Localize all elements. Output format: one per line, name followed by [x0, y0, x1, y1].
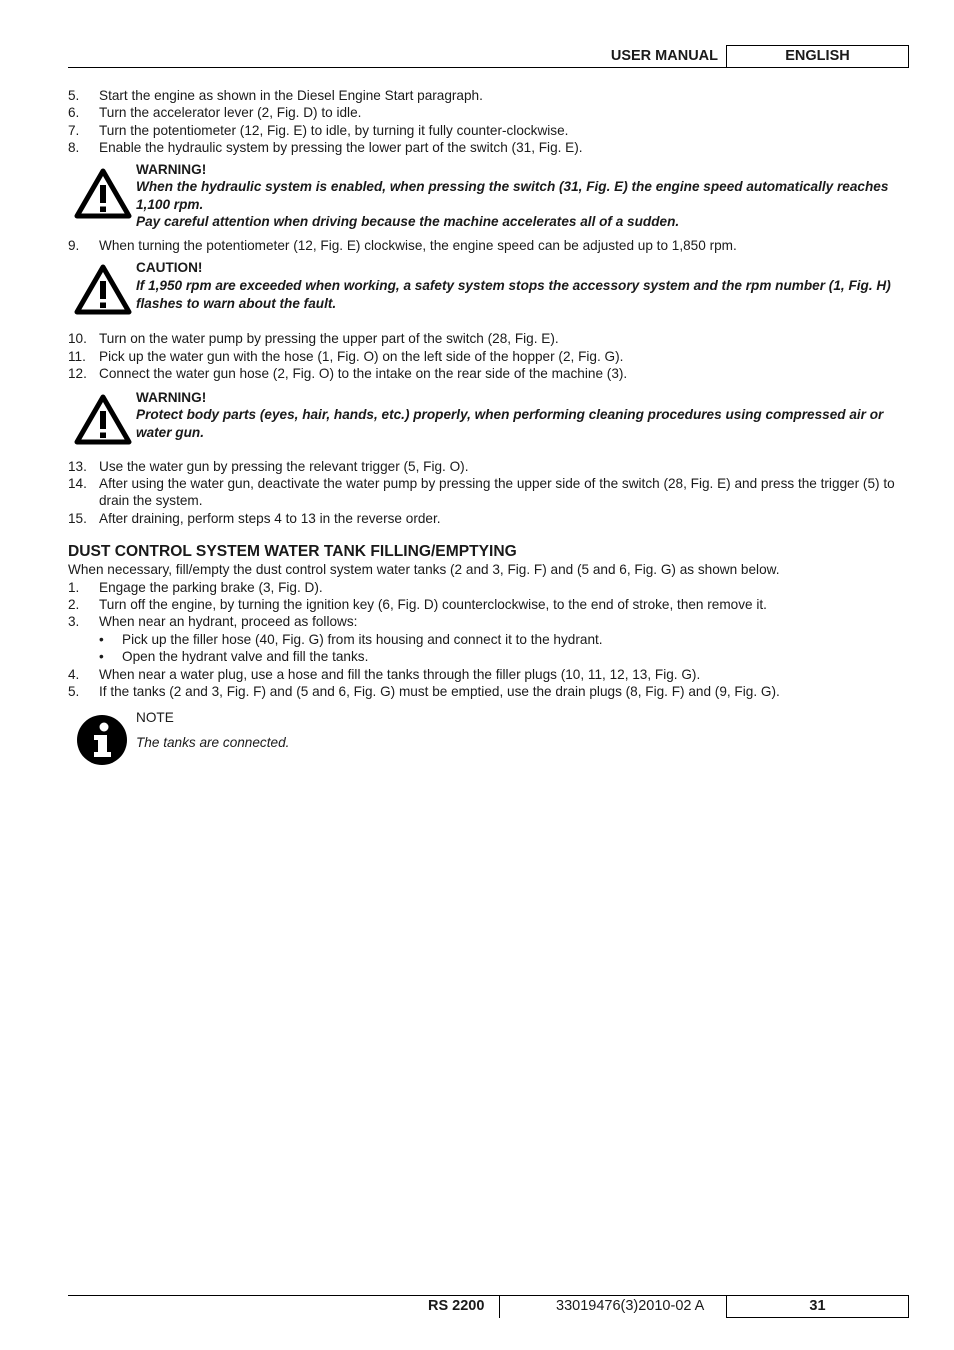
step-text: Engage the parking brake (3, Fig. D). — [99, 579, 323, 595]
list-item — [68, 613, 910, 630]
step-number: 14. — [68, 476, 87, 492]
warning-text: Pay careful attention when driving because the machine accelerates all of a sudden. — [136, 214, 680, 230]
list-item — [68, 683, 910, 700]
step-text: Turn on the water pump by pressing the upper part of the switch (28, Fig. E). — [99, 331, 559, 347]
footer-separator — [499, 1296, 500, 1318]
info-icon — [68, 709, 136, 770]
header-title: USER MANUAL — [610, 48, 718, 64]
step-text: After draining, perform steps 4 to 13 in the reverse order. — [99, 510, 441, 526]
list-item — [68, 122, 910, 139]
note-text: The tanks are connected. — [136, 734, 290, 750]
step-number: 12. — [68, 366, 87, 382]
bullet-text: Pick up the filler hose (40, Fig. G) from its housing and connect it to the hydrant. — [122, 631, 603, 647]
step-number: 6. — [68, 105, 80, 121]
page-content — [68, 87, 910, 774]
step-text: Start the engine as shown in the Diesel Engine Start paragraph. — [99, 88, 483, 103]
warning-triangle-icon — [68, 259, 136, 318]
bullet-item — [68, 648, 910, 665]
step-text: Pick up the water gun with the hose (1, Fig. O) on the left side of the hopper (2, Fig. G). — [99, 348, 624, 364]
step-number: 10. — [68, 331, 87, 347]
step-text: Turn the accelerator lever (2, Fig. D) to idle. — [99, 105, 362, 121]
step-list — [68, 330, 910, 382]
step-text: When near an hydrant, proceed as follows: — [99, 614, 358, 630]
step-number: 7. — [68, 122, 80, 138]
list-item — [68, 237, 910, 254]
bullet-item — [68, 631, 910, 648]
step-number: 1. — [68, 579, 80, 595]
step-number: 5. — [68, 88, 80, 103]
list-item — [68, 458, 910, 475]
list-item — [68, 348, 910, 365]
caution-label: CAUTION! — [136, 260, 203, 276]
list-item — [68, 139, 910, 156]
step-text: If the tanks (2 and 3, Fig. F) and (5 and 6, Fig. G) must be emptied, use the drain plugs (8, Fig. F) and (9, Fig. G). — [99, 684, 780, 700]
step-number: 3. — [68, 614, 80, 630]
warning-callout — [68, 161, 910, 231]
step-list — [68, 458, 910, 528]
footer-model: RS 2200 — [428, 1298, 485, 1314]
list-item — [68, 104, 910, 121]
step-list — [68, 579, 910, 701]
step-text: After using the water gun, deactivate the water pump by pressing the upper side of the switch (28, Fig. E) and press the trigger (5) to drain the system. — [99, 476, 895, 509]
header-language: ENGLISH — [726, 45, 909, 68]
step-text: Enable the hydraulic system by pressing the lower part of the switch (31, Fig. E). — [99, 140, 583, 156]
bullet-text: Open the hydrant valve and fill the tanks. — [122, 649, 369, 665]
caution-text: If 1,950 rpm are exceeded when working, a safety system stops the accessory system and the rpm number (1, Fig. H) flashes to warn about the fault. — [136, 278, 891, 311]
list-item — [68, 666, 910, 683]
step-number: 15. — [68, 510, 87, 526]
warning-callout — [68, 389, 910, 448]
list-item — [68, 330, 910, 347]
caution-callout — [68, 259, 910, 318]
list-item — [68, 475, 910, 510]
warning-text: When the hydraulic system is enabled, when pressing the switch (31, Fig. E) the engine speed automatically reaches 1,100 rpm. — [136, 179, 889, 212]
step-text: When turning the potentiometer (12, Fig. E) clockwise, the engine speed can be adjusted up to 1,850 rpm. — [99, 238, 737, 253]
step-text: Turn the potentiometer (12, Fig. E) to idle, by turning it fully counter-clockwise. — [99, 122, 569, 138]
step-number: 8. — [68, 140, 80, 156]
note-callout — [68, 709, 910, 770]
step-number: 4. — [68, 666, 80, 682]
footer-doc-code: 33019476(3)2010-02 A — [556, 1298, 705, 1314]
bullet-icon: • — [99, 631, 104, 647]
step-text: Turn off the engine, by turning the ignition key (6, Fig. D) counterclockwise, to the end of stroke, then remove it. — [99, 597, 767, 613]
list-item — [68, 87, 910, 104]
page-number: 31 — [726, 1296, 909, 1318]
section-intro: When necessary, fill/empty the dust control system water tanks (2 and 3, Fig. F) and (5 and 6, Fig. G) as shown below. — [68, 562, 780, 578]
note-label: NOTE — [136, 709, 174, 725]
step-list — [68, 87, 910, 157]
list-item — [68, 579, 910, 596]
header-rule — [68, 67, 909, 68]
warning-triangle-icon — [68, 389, 136, 448]
bullet-icon: • — [99, 649, 104, 665]
step-number: 11. — [68, 348, 86, 364]
list-item — [68, 510, 910, 527]
warning-text: Protect body parts (eyes, hair, hands, etc.) properly, when performing cleaning procedures using compressed air or water gun. — [136, 407, 884, 440]
warning-label: WARNING! — [136, 389, 207, 405]
warning-triangle-icon — [68, 161, 136, 231]
step-text: When near a water plug, use a hose and fill the tanks through the filler plugs (10, 11, 12, 13, Fig. G). — [99, 666, 701, 682]
list-item — [68, 365, 910, 382]
step-text: Use the water gun by pressing the relevant trigger (5, Fig. O). — [99, 458, 469, 474]
step-number: 13. — [68, 458, 87, 474]
warning-label: WARNING! — [136, 161, 207, 177]
step-text: Connect the water gun hose (2, Fig. O) to the intake on the rear side of the machine (3). — [99, 366, 628, 382]
step-number: 5. — [68, 684, 80, 700]
step-number: 2. — [68, 597, 80, 613]
list-item — [68, 596, 910, 613]
section-heading: DUST CONTROL SYSTEM WATER TANK FILLING/EMPTYING — [68, 543, 517, 561]
step-number: 9. — [68, 238, 80, 253]
